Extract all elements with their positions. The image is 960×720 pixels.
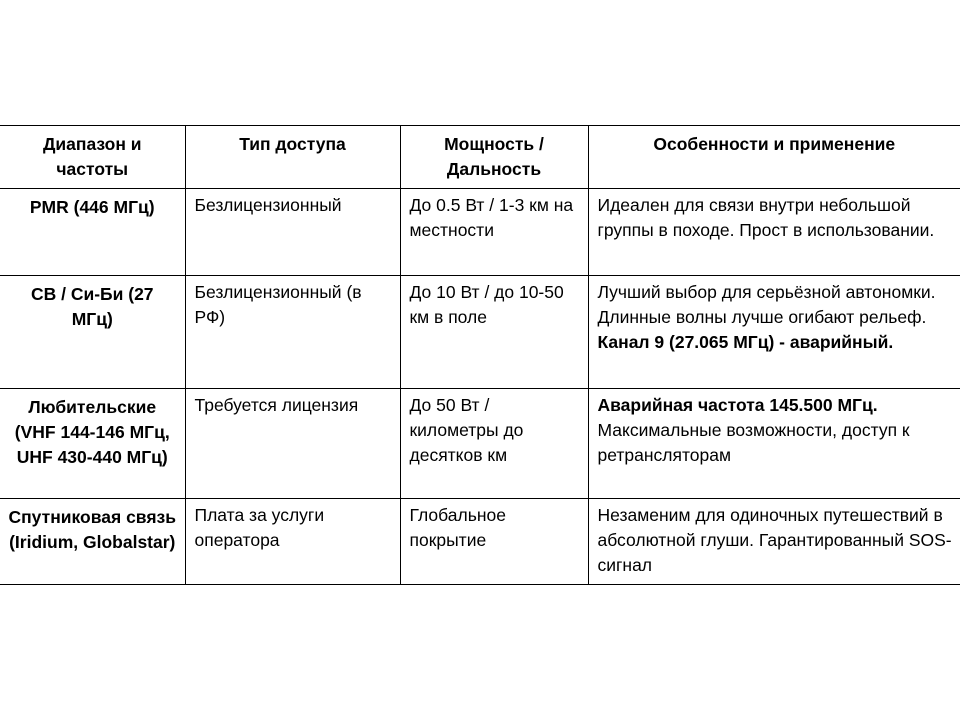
features-text: Идеален для связи внутри небольшой группы в походе. Прост в использовании.	[597, 195, 935, 240]
emergency-channel-note: Канал 9 (27.065 МГц) - аварийный.	[597, 332, 894, 352]
cell-features	[588, 499, 960, 585]
cell-features	[588, 389, 960, 499]
header-range: Диапазон и частоты	[0, 126, 185, 189]
cell-power: До 0.5 Вт / 1-3 км на местности	[400, 189, 588, 276]
cell-range: CB / Си-Би (27 МГц)	[0, 276, 185, 389]
cell-power: До 10 Вт / до 10-50 км в поле	[400, 276, 588, 389]
cell-access: Безлицензионный (в РФ)	[185, 276, 400, 389]
table-row	[0, 389, 960, 499]
cell-access: Требуется лицензия	[185, 389, 400, 499]
cell-features	[588, 276, 960, 389]
comparison-table-container	[0, 125, 960, 585]
table-row	[0, 276, 960, 389]
radio-comparison-table	[0, 125, 960, 585]
cell-access: Плата за услуги оператора	[185, 499, 400, 585]
header-power: Мощность / Дальность	[400, 126, 588, 189]
features-text: Незаменим для одиночных путешествий в абсолютной глуши. Гарантированный SOS-сигнал	[597, 505, 952, 575]
cell-power: Глобальное покрытие	[400, 499, 588, 585]
emergency-frequency-note: Аварийная частота 145.500 МГц.	[597, 395, 878, 415]
table-row	[0, 499, 960, 585]
features-text: Лучший выбор для серьёзной автономки. Длинные волны лучше огибают рельеф.	[597, 282, 936, 327]
header-features: Особенности и применение	[588, 126, 960, 189]
cell-range: Спутниковая связь (Iridium, Globalstar)	[0, 499, 185, 585]
features-text: Максимальные возможности, доступ к ретрансляторам	[597, 420, 910, 465]
cell-power: До 50 Вт / километры до десятков км	[400, 389, 588, 499]
cell-access: Безлицензионный	[185, 189, 400, 276]
cell-range: PMR (446 МГц)	[0, 189, 185, 276]
table-row	[0, 189, 960, 276]
cell-range: Любительские (VHF 144-146 МГц, UHF 430-440 МГц)	[0, 389, 185, 499]
cell-features	[588, 189, 960, 276]
header-access: Тип доступа	[185, 126, 400, 189]
table-header-row	[0, 126, 960, 189]
